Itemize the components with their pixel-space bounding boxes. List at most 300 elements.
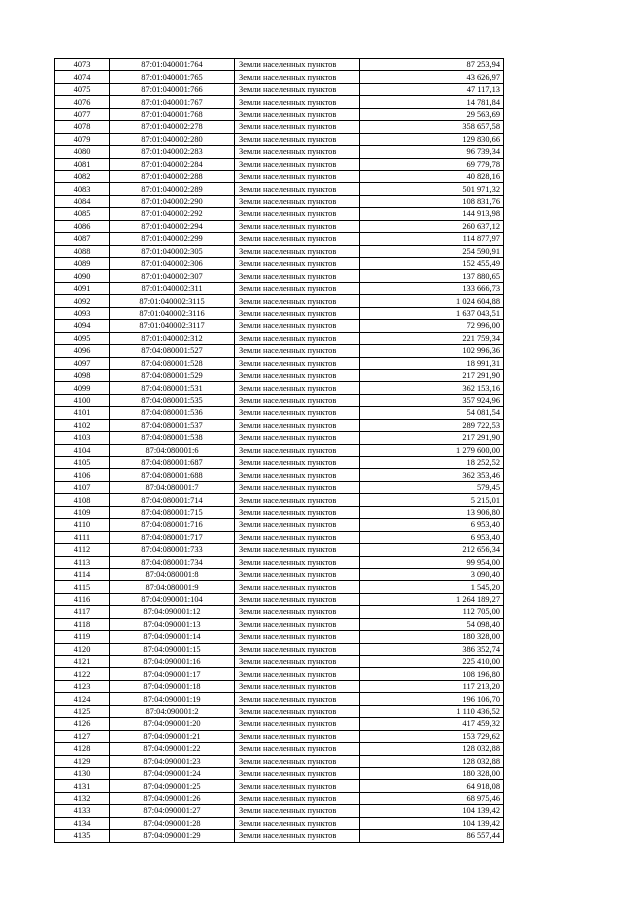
cadastral-value-cell: 180 328,00 [360, 767, 504, 779]
cadastral-value-cell: 212 656,34 [360, 544, 504, 556]
table-row [55, 59, 504, 71]
cadastral-value-cell: 69 779,78 [360, 158, 504, 170]
land-category-cell: Земли населенных пунктов [235, 656, 360, 668]
row-number-cell: 4077 [55, 108, 110, 120]
table-row [55, 394, 504, 406]
land-category-cell: Земли населенных пунктов [235, 593, 360, 605]
cadastral-number-cell: 87:04:090001:104 [110, 593, 235, 605]
row-number-cell: 4118 [55, 618, 110, 630]
cadastral-number-cell: 87:04:080001:714 [110, 494, 235, 506]
land-category-cell: Земли населенных пунктов [235, 780, 360, 792]
cadastral-value-cell: 64 918,08 [360, 780, 504, 792]
land-category-cell: Земли населенных пунктов [235, 295, 360, 307]
cadastral-number-cell: 87:01:040002:3116 [110, 307, 235, 319]
land-category-cell: Земли населенных пунктов [235, 643, 360, 655]
table-row [55, 345, 504, 357]
table-row [55, 755, 504, 767]
row-number-cell: 4094 [55, 320, 110, 332]
cadastral-number-cell: 87:01:040002:292 [110, 208, 235, 220]
cadastral-number-cell: 87:01:040001:768 [110, 108, 235, 120]
cadastral-number-cell: 87:04:080001:527 [110, 345, 235, 357]
cadastral-number-cell: 87:04:080001:7 [110, 481, 235, 493]
cadastral-number-cell: 87:04:080001:717 [110, 531, 235, 543]
land-category-cell: Земли населенных пунктов [235, 631, 360, 643]
land-category-cell: Земли населенных пунктов [235, 705, 360, 717]
cadastral-number-cell: 87:04:080001:733 [110, 544, 235, 556]
row-number-cell: 4105 [55, 457, 110, 469]
land-category-cell: Земли населенных пунктов [235, 146, 360, 158]
land-category-cell: Земли населенных пунктов [235, 457, 360, 469]
table-row [55, 606, 504, 618]
land-category-cell: Земли населенных пунктов [235, 419, 360, 431]
table-row [55, 133, 504, 145]
cadastral-value-cell: 6 953,40 [360, 531, 504, 543]
cadastral-number-cell: 87:04:080001:6 [110, 444, 235, 456]
cadastral-number-cell: 87:01:040002:284 [110, 158, 235, 170]
row-number-cell: 4078 [55, 121, 110, 133]
cadastral-value-cell: 579,45 [360, 481, 504, 493]
cadastral-number-cell: 87:04:080001:535 [110, 394, 235, 406]
cadastral-number-cell: 87:04:090001:18 [110, 680, 235, 692]
land-category-cell: Земли населенных пунктов [235, 258, 360, 270]
row-number-cell: 4120 [55, 643, 110, 655]
cadastral-value-cell: 225 410,00 [360, 656, 504, 668]
land-category-cell: Земли населенных пунктов [235, 208, 360, 220]
cadastral-value-cell: 112 705,00 [360, 606, 504, 618]
row-number-cell: 4102 [55, 419, 110, 431]
table-row [55, 357, 504, 369]
cadastral-number-cell: 87:04:080001:716 [110, 519, 235, 531]
table-row [55, 817, 504, 829]
cadastral-number-cell: 87:04:090001:22 [110, 743, 235, 755]
cadastral-value-cell: 358 657,58 [360, 121, 504, 133]
land-category-cell: Земли населенных пунктов [235, 170, 360, 182]
table-row [55, 419, 504, 431]
cadastral-value-cell: 153 729,62 [360, 730, 504, 742]
row-number-cell: 4087 [55, 233, 110, 245]
land-category-cell: Земли населенных пунктов [235, 71, 360, 83]
row-number-cell: 4075 [55, 83, 110, 95]
table-row [55, 469, 504, 481]
cadastral-number-cell: 87:04:090001:26 [110, 792, 235, 804]
cadastral-number-cell: 87:04:090001:29 [110, 830, 235, 842]
table-row [55, 506, 504, 518]
cadastral-value-cell: 47 117,13 [360, 83, 504, 95]
row-number-cell: 4097 [55, 357, 110, 369]
cadastral-number-cell: 87:01:040002:3117 [110, 320, 235, 332]
table-row [55, 568, 504, 580]
land-category-cell: Земли населенных пунктов [235, 544, 360, 556]
cadastral-number-cell: 87:01:040002:311 [110, 282, 235, 294]
table-row [55, 158, 504, 170]
row-number-cell: 4074 [55, 71, 110, 83]
land-category-cell: Земли населенных пунктов [235, 481, 360, 493]
land-category-cell: Земли населенных пунктов [235, 96, 360, 108]
cadastral-number-cell: 87:04:090001:21 [110, 730, 235, 742]
table-row [55, 556, 504, 568]
row-number-cell: 4086 [55, 220, 110, 232]
cadastral-value-cell: 180 328,00 [360, 631, 504, 643]
land-category-cell: Земли населенных пунктов [235, 792, 360, 804]
row-number-cell: 4092 [55, 295, 110, 307]
row-number-cell: 4081 [55, 158, 110, 170]
table-row [55, 220, 504, 232]
cadastral-number-cell: 87:01:040001:767 [110, 96, 235, 108]
cadastral-number-cell: 87:04:090001:2 [110, 705, 235, 717]
cadastral-value-cell: 254 590,91 [360, 245, 504, 257]
cadastral-value-cell: 18 252,52 [360, 457, 504, 469]
land-category-cell: Земли населенных пунктов [235, 133, 360, 145]
land-category-cell: Земли населенных пунктов [235, 183, 360, 195]
land-category-cell: Земли населенных пунктов [235, 320, 360, 332]
cadastral-number-cell: 87:01:040001:765 [110, 71, 235, 83]
table-row [55, 830, 504, 842]
table-row [55, 730, 504, 742]
cadastral-number-cell: 87:01:040002:307 [110, 270, 235, 282]
table-row [55, 83, 504, 95]
cadastral-value-cell: 108 196,80 [360, 668, 504, 680]
cadastral-number-cell: 87:04:080001:536 [110, 407, 235, 419]
row-number-cell: 4098 [55, 369, 110, 381]
row-number-cell: 4135 [55, 830, 110, 842]
cadastral-value-cell: 1 264 189,27 [360, 593, 504, 605]
cadastral-number-cell: 87:04:080001:537 [110, 419, 235, 431]
row-number-cell: 4119 [55, 631, 110, 643]
row-number-cell: 4073 [55, 59, 110, 71]
table-row [55, 457, 504, 469]
table-row [55, 332, 504, 344]
table-body [55, 59, 504, 843]
cadastral-value-cell: 289 722,53 [360, 419, 504, 431]
row-number-cell: 4126 [55, 718, 110, 730]
row-number-cell: 4112 [55, 544, 110, 556]
row-number-cell: 4095 [55, 332, 110, 344]
row-number-cell: 4100 [55, 394, 110, 406]
row-number-cell: 4125 [55, 705, 110, 717]
cadastral-value-cell: 86 557,44 [360, 830, 504, 842]
row-number-cell: 4114 [55, 568, 110, 580]
land-category-cell: Земли населенных пунктов [235, 282, 360, 294]
land-category-cell: Земли населенных пунктов [235, 432, 360, 444]
row-number-cell: 4099 [55, 382, 110, 394]
cadastral-value-cell: 362 153,16 [360, 382, 504, 394]
table-row [55, 805, 504, 817]
row-number-cell: 4131 [55, 780, 110, 792]
cadastral-number-cell: 87:04:080001:715 [110, 506, 235, 518]
cadastral-value-cell: 13 906,80 [360, 506, 504, 518]
table-row [55, 693, 504, 705]
table-row [55, 432, 504, 444]
land-category-cell: Земли населенных пунктов [235, 531, 360, 543]
table-row [55, 743, 504, 755]
table-row [55, 295, 504, 307]
cadastral-value-cell: 43 626,97 [360, 71, 504, 83]
cadastral-value-cell: 417 459,32 [360, 718, 504, 730]
row-number-cell: 4101 [55, 407, 110, 419]
cadastral-value-cell: 128 032,88 [360, 743, 504, 755]
row-number-cell: 4085 [55, 208, 110, 220]
cadastral-value-cell: 1 110 436,52 [360, 705, 504, 717]
cadastral-number-cell: 87:04:080001:528 [110, 357, 235, 369]
land-category-cell: Земли населенных пунктов [235, 556, 360, 568]
land-category-cell: Земли населенных пунктов [235, 668, 360, 680]
cadastral-value-cell: 72 996,00 [360, 320, 504, 332]
cadastral-value-cell: 68 975,46 [360, 792, 504, 804]
land-category-cell: Земли населенных пунктов [235, 121, 360, 133]
cadastral-number-cell: 87:04:080001:538 [110, 432, 235, 444]
cadastral-number-cell: 87:04:090001:25 [110, 780, 235, 792]
land-category-cell: Земли населенных пунктов [235, 755, 360, 767]
row-number-cell: 4080 [55, 146, 110, 158]
cadastral-value-cell: 144 913,98 [360, 208, 504, 220]
table-row [55, 792, 504, 804]
table-row [55, 369, 504, 381]
row-number-cell: 4079 [55, 133, 110, 145]
cadastral-number-cell: 87:04:090001:15 [110, 643, 235, 655]
table-row [55, 170, 504, 182]
land-category-cell: Земли населенных пунктов [235, 270, 360, 282]
table-row [55, 668, 504, 680]
cadastral-value-cell: 129 830,66 [360, 133, 504, 145]
cadastral-number-cell: 87:04:090001:17 [110, 668, 235, 680]
cadastral-value-cell: 1 279 600,00 [360, 444, 504, 456]
row-number-cell: 4115 [55, 581, 110, 593]
table-row [55, 481, 504, 493]
table-row [55, 519, 504, 531]
cadastral-number-cell: 87:01:040002:280 [110, 133, 235, 145]
cadastral-value-cell: 1 545,20 [360, 581, 504, 593]
cadastral-number-cell: 87:04:090001:16 [110, 656, 235, 668]
table-row [55, 407, 504, 419]
land-category-cell: Земли населенных пунктов [235, 767, 360, 779]
cadastral-number-cell: 87:04:080001:531 [110, 382, 235, 394]
table-row [55, 656, 504, 668]
table-row [55, 270, 504, 282]
table-row [55, 121, 504, 133]
cadastral-number-cell: 87:04:090001:12 [110, 606, 235, 618]
cadastral-number-cell: 87:04:080001:734 [110, 556, 235, 568]
land-category-cell: Земли населенных пунктов [235, 693, 360, 705]
row-number-cell: 4108 [55, 494, 110, 506]
row-number-cell: 4133 [55, 805, 110, 817]
row-number-cell: 4117 [55, 606, 110, 618]
table-row [55, 544, 504, 556]
table-row [55, 593, 504, 605]
table-row [55, 183, 504, 195]
row-number-cell: 4089 [55, 258, 110, 270]
table-row [55, 618, 504, 630]
row-number-cell: 4103 [55, 432, 110, 444]
land-category-cell: Земли населенных пунктов [235, 233, 360, 245]
cadastral-value-cell: 54 081,54 [360, 407, 504, 419]
table-row [55, 531, 504, 543]
land-category-cell: Земли населенных пунктов [235, 680, 360, 692]
row-number-cell: 4109 [55, 506, 110, 518]
cadastral-value-cell: 6 953,40 [360, 519, 504, 531]
table-row [55, 320, 504, 332]
table-row [55, 282, 504, 294]
row-number-cell: 4110 [55, 519, 110, 531]
cadastral-value-cell: 14 781,84 [360, 96, 504, 108]
cadastral-number-cell: 87:01:040002:306 [110, 258, 235, 270]
cadastral-number-cell: 87:01:040002:290 [110, 195, 235, 207]
land-category-cell: Земли населенных пунктов [235, 606, 360, 618]
table-row [55, 382, 504, 394]
land-category-cell: Земли населенных пунктов [235, 59, 360, 71]
row-number-cell: 4124 [55, 693, 110, 705]
land-category-cell: Земли населенных пунктов [235, 494, 360, 506]
cadastral-value-cell: 386 352,74 [360, 643, 504, 655]
land-category-cell: Земли населенных пунктов [235, 195, 360, 207]
land-category-cell: Земли населенных пунктов [235, 245, 360, 257]
land-category-cell: Земли населенных пунктов [235, 718, 360, 730]
row-number-cell: 4122 [55, 668, 110, 680]
cadastral-value-cell: 40 828,16 [360, 170, 504, 182]
cadastral-number-cell: 87:01:040002:288 [110, 170, 235, 182]
cadastral-number-cell: 87:04:090001:20 [110, 718, 235, 730]
cadastral-number-cell: 87:01:040001:766 [110, 83, 235, 95]
cadastral-value-cell: 357 924,96 [360, 394, 504, 406]
cadastral-value-cell: 102 996,36 [360, 345, 504, 357]
cadastral-value-cell: 128 032,88 [360, 755, 504, 767]
land-category-cell: Земли населенных пунктов [235, 618, 360, 630]
land-category-cell: Земли населенных пунктов [235, 332, 360, 344]
land-category-cell: Земли населенных пунктов [235, 345, 360, 357]
land-category-cell: Земли населенных пунктов [235, 743, 360, 755]
row-number-cell: 4088 [55, 245, 110, 257]
land-category-cell: Земли населенных пунктов [235, 805, 360, 817]
land-category-cell: Земли населенных пунктов [235, 83, 360, 95]
row-number-cell: 4127 [55, 730, 110, 742]
cadastral-value-cell: 152 455,49 [360, 258, 504, 270]
cadastral-number-cell: 87:04:080001:8 [110, 568, 235, 580]
row-number-cell: 4123 [55, 680, 110, 692]
table-row [55, 718, 504, 730]
cadastral-value-cell: 87 253,94 [360, 59, 504, 71]
cadastral-number-cell: 87:01:040002:294 [110, 220, 235, 232]
table-row [55, 258, 504, 270]
table-row [55, 643, 504, 655]
row-number-cell: 4113 [55, 556, 110, 568]
cadastral-value-cell: 137 880,65 [360, 270, 504, 282]
row-number-cell: 4134 [55, 817, 110, 829]
row-number-cell: 4091 [55, 282, 110, 294]
table-row [55, 71, 504, 83]
table-row [55, 767, 504, 779]
cadastral-number-cell: 87:04:090001:27 [110, 805, 235, 817]
table-row [55, 444, 504, 456]
land-category-cell: Земли населенных пунктов [235, 444, 360, 456]
cadastral-number-cell: 87:01:040002:3115 [110, 295, 235, 307]
table-row [55, 631, 504, 643]
land-category-cell: Земли населенных пунктов [235, 730, 360, 742]
cadastral-number-cell: 87:04:090001:23 [110, 755, 235, 767]
table-row [55, 705, 504, 717]
row-number-cell: 4104 [55, 444, 110, 456]
land-category-cell: Земли населенных пунктов [235, 817, 360, 829]
cadastral-value-cell: 96 739,34 [360, 146, 504, 158]
row-number-cell: 4082 [55, 170, 110, 182]
land-category-cell: Земли населенных пунктов [235, 568, 360, 580]
cadastral-number-cell: 87:04:090001:28 [110, 817, 235, 829]
cadastral-number-cell: 87:01:040002:312 [110, 332, 235, 344]
table-row [55, 146, 504, 158]
row-number-cell: 4128 [55, 743, 110, 755]
row-number-cell: 4107 [55, 481, 110, 493]
table-row [55, 780, 504, 792]
cadastral-value-cell: 133 666,73 [360, 282, 504, 294]
cadastral-number-cell: 87:01:040002:278 [110, 121, 235, 133]
land-category-cell: Земли населенных пунктов [235, 108, 360, 120]
row-number-cell: 4121 [55, 656, 110, 668]
cadastral-value-cell: 29 563,69 [360, 108, 504, 120]
land-category-cell: Земли населенных пунктов [235, 158, 360, 170]
land-category-cell: Земли населенных пунктов [235, 469, 360, 481]
cadastral-value-cell: 3 090,40 [360, 568, 504, 580]
cadastral-number-cell: 87:04:090001:13 [110, 618, 235, 630]
cadastral-value-cell: 117 213,20 [360, 680, 504, 692]
cadastral-value-cell: 221 759,34 [360, 332, 504, 344]
cadastral-number-cell: 87:01:040002:305 [110, 245, 235, 257]
table-row [55, 233, 504, 245]
cadastral-value-cell: 362 353,46 [360, 469, 504, 481]
table-row [55, 245, 504, 257]
cadastral-value-cell: 217 291,90 [360, 369, 504, 381]
cadastral-number-cell: 87:04:080001:9 [110, 581, 235, 593]
land-category-cell: Земли населенных пунктов [235, 394, 360, 406]
row-number-cell: 4096 [55, 345, 110, 357]
cadastral-value-cell: 18 991,31 [360, 357, 504, 369]
cadastral-number-cell: 87:04:090001:24 [110, 767, 235, 779]
table-row [55, 680, 504, 692]
land-parcels-table [54, 58, 504, 843]
cadastral-value-cell: 1 024 604,88 [360, 295, 504, 307]
land-category-cell: Земли населенных пунктов [235, 369, 360, 381]
table-row [55, 108, 504, 120]
cadastral-value-cell: 501 971,32 [360, 183, 504, 195]
table-row [55, 307, 504, 319]
row-number-cell: 4084 [55, 195, 110, 207]
row-number-cell: 4111 [55, 531, 110, 543]
cadastral-value-cell: 114 877,97 [360, 233, 504, 245]
cadastral-value-cell: 108 831,76 [360, 195, 504, 207]
cadastral-number-cell: 87:01:040002:283 [110, 146, 235, 158]
row-number-cell: 4093 [55, 307, 110, 319]
row-number-cell: 4116 [55, 593, 110, 605]
cadastral-number-cell: 87:01:040001:764 [110, 59, 235, 71]
land-category-cell: Земли населенных пунктов [235, 519, 360, 531]
cadastral-number-cell: 87:04:090001:19 [110, 693, 235, 705]
cadastral-value-cell: 217 291,90 [360, 432, 504, 444]
land-category-cell: Земли населенных пунктов [235, 307, 360, 319]
row-number-cell: 4083 [55, 183, 110, 195]
table-row [55, 208, 504, 220]
land-category-cell: Земли населенных пунктов [235, 357, 360, 369]
table-row [55, 581, 504, 593]
land-category-cell: Земли населенных пунктов [235, 382, 360, 394]
cadastral-number-cell: 87:04:080001:688 [110, 469, 235, 481]
cadastral-value-cell: 1 637 043,51 [360, 307, 504, 319]
land-category-cell: Земли населенных пунктов [235, 506, 360, 518]
row-number-cell: 4129 [55, 755, 110, 767]
cadastral-value-cell: 99 954,00 [360, 556, 504, 568]
land-category-cell: Земли населенных пунктов [235, 220, 360, 232]
cadastral-value-cell: 196 106,70 [360, 693, 504, 705]
row-number-cell: 4106 [55, 469, 110, 481]
row-number-cell: 4090 [55, 270, 110, 282]
cadastral-number-cell: 87:04:090001:14 [110, 631, 235, 643]
cadastral-value-cell: 5 215,01 [360, 494, 504, 506]
